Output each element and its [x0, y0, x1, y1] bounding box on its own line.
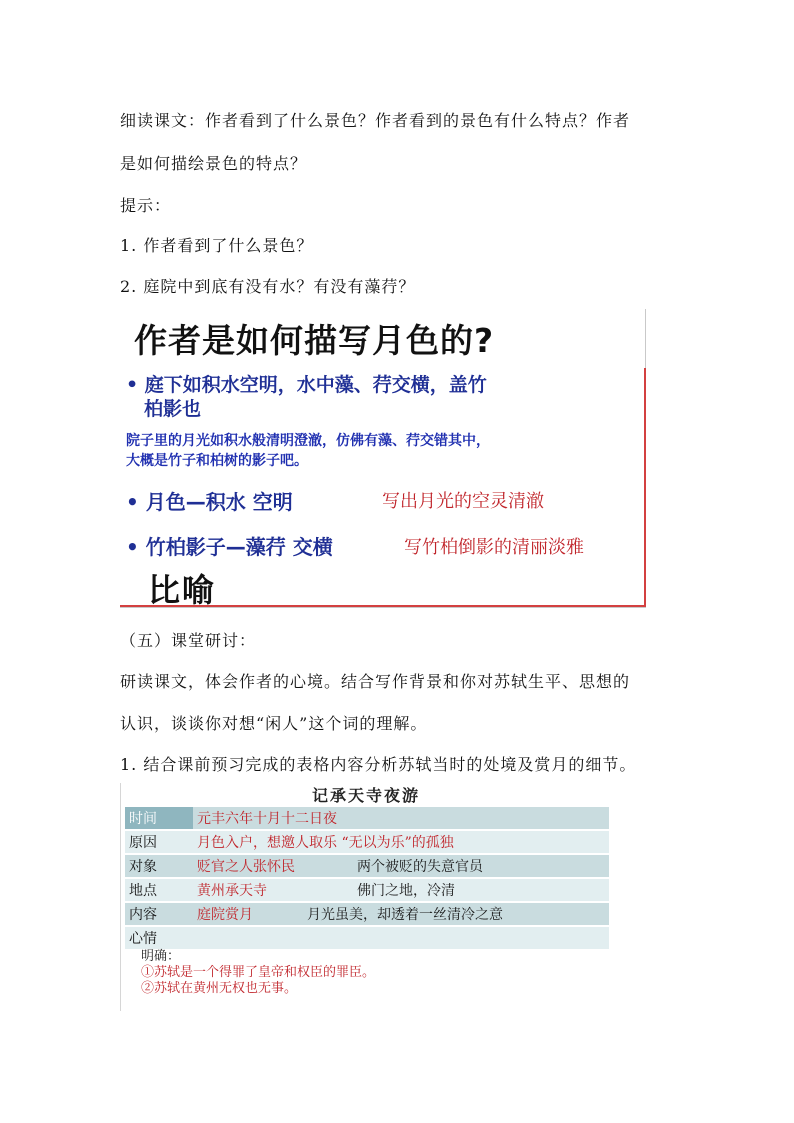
slide-figure — [120, 309, 646, 608]
slide-bullet-2: • 月色—积水 空明 — [126, 490, 293, 514]
table-row — [125, 806, 609, 830]
row-label: 地点 — [125, 878, 193, 902]
row-label: 内容 — [125, 902, 193, 926]
hint-item-1: 1. 作者看到了什么景色？ — [120, 236, 314, 255]
row-label: 心情 — [125, 926, 193, 949]
slide-bullet-1-line-1: • 庭下如积水空明，水中藻、荇交横，盖竹 — [126, 374, 487, 396]
slide-title: 作者是如何描写月色的? — [134, 321, 495, 360]
table-row — [125, 854, 609, 878]
table-conclusion — [141, 949, 375, 997]
slide-bullet-1-line-2: 柏影也 — [144, 398, 202, 420]
table-row — [125, 902, 609, 926]
row-label: 对象 — [125, 854, 193, 878]
row-value: 庭院赏月 月光虽美，却透着一丝清冷之意 — [193, 902, 609, 926]
section-5-heading: （五）课堂研讨： — [120, 631, 257, 650]
hint-label: 提示： — [120, 196, 172, 215]
table-row — [125, 830, 609, 854]
slide-bullet-1 — [126, 373, 487, 421]
slide-explanation-line-1: 院子里的月光如积水般清明澄澈，仿佛有藻、荇交错其中， — [126, 433, 490, 449]
slide-explanation — [126, 431, 490, 471]
row-value: 黄州承天寺 佛门之地，冷清 — [193, 878, 609, 902]
table-figure — [120, 783, 611, 1011]
table-row — [125, 878, 609, 902]
section-5-paragraph-line-2: 认识，谈谈你对想“闲人”这个词的理解。 — [120, 714, 428, 733]
row-value: 元丰六年十月十二日夜 — [193, 806, 609, 830]
row-value: 贬官之人张怀民 两个被贬的失意官员 — [193, 854, 609, 878]
conclusion-point-1: ①苏轼是一个得罪了皇帝和权臣的罪臣。 — [141, 965, 376, 980]
intro-question-line-2: 是如何描绘景色的特点？ — [120, 154, 308, 173]
intro-question-line-1: 细读课文：作者看到了什么景色？作者看到的景色有什么特点？作者 — [120, 111, 631, 130]
table-title: 记承天寺夜游 — [311, 786, 420, 805]
row-label: 时间 — [125, 806, 193, 830]
conclusion-heading: 明确： — [141, 949, 181, 964]
figure-of-speech-label: 比喻 — [148, 571, 217, 609]
section-5-paragraph-line-1: 研读课文，体会作者的心境。结合写作背景和你对苏轼生平、思想的 — [120, 672, 631, 691]
row-value: 月色入户，想邀人取乐 “无以为乐”的孤独 — [193, 830, 609, 854]
slide-bullet-3: • 竹柏影子—藻荇 交横 — [126, 535, 333, 559]
row-label: 原因 — [125, 830, 193, 854]
slide-explanation-line-2: 大概是竹子和柏树的影子吧。 — [126, 453, 308, 469]
row-value — [193, 926, 609, 949]
table-row — [125, 926, 609, 949]
slide-note-2: 写出月光的空灵清澈 — [382, 491, 544, 512]
conclusion-point-2: ②苏轼在黄州无权也无事。 — [141, 981, 298, 996]
hint-item-2: 2. 庭院中到底有没有水？有没有藻荇？ — [120, 277, 416, 296]
section-5-item-1: 1. 结合课前预习完成的表格内容分析苏轼当时的处境及赏月的细节。 — [120, 755, 637, 774]
analysis-table — [125, 805, 609, 949]
slide-note-3: 写竹柏倒影的清丽淡雅 — [404, 537, 584, 558]
